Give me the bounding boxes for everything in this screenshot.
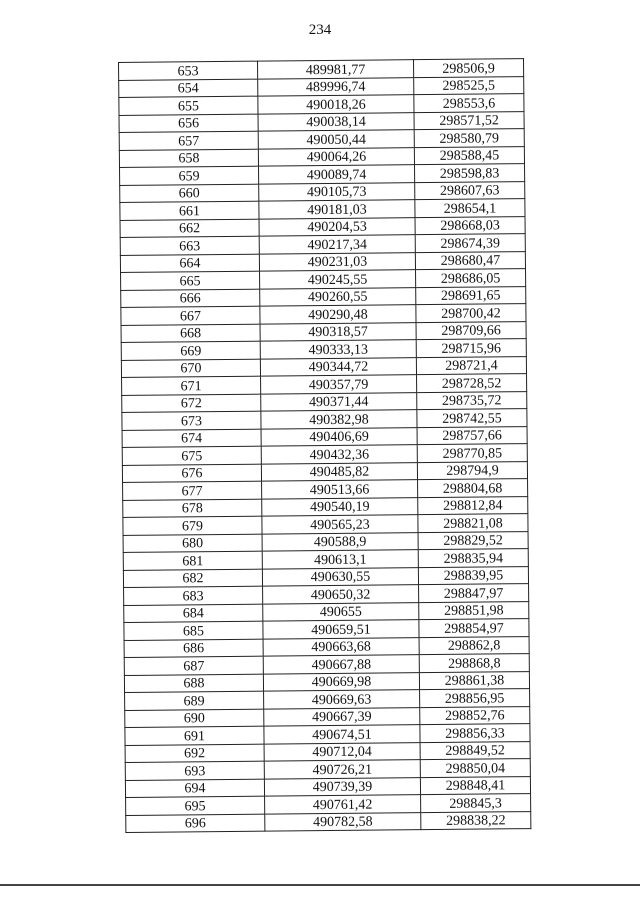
y-coordinate-cell: 298845,3: [421, 794, 531, 813]
x-coordinate-cell: 490663,68: [263, 637, 419, 656]
x-coordinate-cell: 490181,03: [259, 200, 415, 219]
y-coordinate-cell: 298861,38: [419, 671, 529, 690]
point-number-cell: 658: [119, 149, 258, 168]
bottom-rule: [0, 884, 640, 886]
point-number-cell: 680: [123, 534, 262, 553]
x-coordinate-cell: 490105,73: [259, 182, 415, 201]
point-number-cell: 686: [124, 639, 263, 658]
x-coordinate-cell: 490231,03: [259, 252, 415, 271]
x-coordinate-cell: 490204,53: [259, 217, 415, 236]
x-coordinate-cell: 490018,26: [258, 95, 414, 114]
x-coordinate-cell: 490382,98: [261, 410, 417, 429]
y-coordinate-cell: 298700,42: [416, 304, 526, 323]
point-number-cell: 659: [120, 166, 259, 185]
coordinate-table-body: [119, 59, 531, 833]
y-coordinate-cell: 298709,66: [416, 321, 526, 340]
x-coordinate-cell: 490513,66: [262, 480, 418, 499]
x-coordinate-cell: 490739,39: [264, 777, 420, 796]
y-coordinate-cell: 298735,72: [417, 391, 527, 410]
point-number-cell: 675: [122, 446, 261, 465]
point-number-cell: 679: [123, 516, 262, 535]
page-number: 234: [308, 22, 332, 38]
x-coordinate-cell: 490588,9: [262, 532, 418, 551]
y-coordinate-cell: 298848,41: [420, 776, 530, 795]
point-number-cell: 673: [122, 411, 261, 430]
y-coordinate-cell: 298829,52: [418, 531, 528, 550]
x-coordinate-cell: 490038,14: [258, 112, 414, 131]
y-coordinate-cell: 298770,85: [417, 444, 527, 463]
x-coordinate-cell: 490761,42: [265, 795, 421, 814]
y-coordinate-cell: 298868,8: [419, 654, 529, 673]
point-number-cell: 684: [124, 604, 263, 623]
x-coordinate-cell: 490667,88: [263, 655, 419, 674]
x-coordinate-cell: 490089,74: [259, 165, 415, 184]
x-coordinate-cell: 490540,19: [262, 497, 418, 516]
y-coordinate-cell: 298856,95: [420, 689, 530, 708]
y-coordinate-cell: 298838,22: [421, 811, 531, 830]
y-coordinate-cell: 298839,95: [418, 566, 528, 585]
y-coordinate-cell: 298849,52: [420, 741, 530, 760]
point-number-cell: 660: [120, 184, 259, 203]
y-coordinate-cell: 298812,84: [418, 496, 528, 515]
table-row: [126, 811, 531, 832]
point-number-cell: 663: [120, 236, 259, 255]
x-coordinate-cell: 490674,51: [264, 725, 420, 744]
point-number-cell: 677: [123, 481, 262, 500]
y-coordinate-cell: 298757,66: [417, 426, 527, 445]
point-number-cell: 687: [124, 656, 263, 675]
y-coordinate-cell: 298686,05: [416, 269, 526, 288]
x-coordinate-cell: 490659,51: [263, 620, 419, 639]
x-coordinate-cell: 489981,77: [257, 60, 413, 79]
point-number-cell: 676: [122, 464, 261, 483]
point-number-cell: 674: [122, 429, 261, 448]
x-coordinate-cell: 490485,82: [261, 462, 417, 481]
y-coordinate-cell: 298668,03: [415, 216, 525, 235]
x-coordinate-cell: 490217,34: [259, 235, 415, 254]
point-number-cell: 685: [124, 621, 263, 640]
y-coordinate-cell: 298588,45: [414, 146, 524, 165]
x-coordinate-cell: 490333,13: [260, 340, 416, 359]
x-coordinate-cell: 489996,74: [258, 77, 414, 96]
x-coordinate-cell: 490669,98: [263, 672, 419, 691]
x-coordinate-cell: 490318,57: [260, 322, 416, 341]
y-coordinate-cell: 298804,68: [418, 479, 528, 498]
y-coordinate-cell: 298715,96: [416, 339, 526, 358]
x-coordinate-cell: 490344,72: [260, 357, 416, 376]
x-coordinate-cell: 490650,32: [263, 585, 419, 604]
x-coordinate-cell: 490064,26: [258, 147, 414, 166]
point-number-cell: 664: [120, 254, 259, 273]
point-number-cell: 681: [123, 551, 262, 570]
y-coordinate-cell: 298850,04: [420, 759, 530, 778]
point-number-cell: 657: [119, 131, 258, 150]
x-coordinate-cell: 490667,39: [264, 707, 420, 726]
x-coordinate-cell: 490613,1: [262, 550, 418, 569]
point-number-cell: 666: [121, 289, 260, 308]
y-coordinate-cell: 298821,08: [418, 514, 528, 533]
y-coordinate-cell: 298580,79: [414, 129, 524, 148]
x-coordinate-cell: 490712,04: [264, 742, 420, 761]
y-coordinate-cell: 298607,63: [415, 181, 525, 200]
point-number-cell: 668: [121, 324, 260, 343]
y-coordinate-cell: 298721,4: [416, 356, 526, 375]
point-number-cell: 691: [125, 726, 264, 745]
point-number-cell: 662: [120, 219, 259, 238]
point-number-cell: 678: [123, 499, 262, 518]
point-number-cell: 667: [121, 306, 260, 325]
y-coordinate-cell: 298847,97: [419, 584, 529, 603]
point-number-cell: 654: [119, 79, 258, 98]
point-number-cell: 661: [120, 201, 259, 220]
point-number-cell: 688: [124, 674, 263, 693]
x-coordinate-cell: 490406,69: [261, 427, 417, 446]
y-coordinate-cell: 298854,97: [419, 619, 529, 638]
y-coordinate-cell: 298506,9: [413, 59, 523, 78]
y-coordinate-cell: 298728,52: [417, 374, 527, 393]
point-number-cell: 690: [125, 709, 264, 728]
point-number-cell: 671: [122, 376, 261, 395]
y-coordinate-cell: 298598,83: [414, 164, 524, 183]
x-coordinate-cell: 490245,55: [260, 270, 416, 289]
y-coordinate-cell: 298571,52: [414, 111, 524, 130]
point-number-cell: 656: [119, 114, 258, 133]
x-coordinate-cell: 490371,44: [261, 392, 417, 411]
x-coordinate-cell: 490669,63: [264, 690, 420, 709]
y-coordinate-cell: 298856,33: [420, 724, 530, 743]
coordinate-table: [118, 58, 531, 833]
point-number-cell: 683: [124, 586, 263, 605]
y-coordinate-cell: 298742,55: [417, 409, 527, 428]
x-coordinate-cell: 490260,55: [260, 287, 416, 306]
point-number-cell: 692: [125, 744, 264, 763]
y-coordinate-cell: 298553,6: [414, 94, 524, 113]
point-number-cell: 695: [126, 796, 265, 815]
y-coordinate-cell: 298674,39: [415, 234, 525, 253]
x-coordinate-cell: 490782,58: [265, 812, 421, 831]
x-coordinate-cell: 490565,23: [262, 515, 418, 534]
x-coordinate-cell: 490050,44: [258, 130, 414, 149]
point-number-cell: 669: [121, 341, 260, 360]
x-coordinate-cell: 490630,55: [262, 567, 418, 586]
point-number-cell: 672: [122, 394, 261, 413]
point-number-cell: 689: [125, 691, 264, 710]
y-coordinate-cell: 298852,76: [420, 706, 530, 725]
point-number-cell: 682: [123, 569, 262, 588]
y-coordinate-cell: 298680,47: [415, 251, 525, 270]
point-number-cell: 693: [125, 761, 264, 780]
y-coordinate-cell: 298862,8: [419, 636, 529, 655]
point-number-cell: 653: [119, 61, 258, 80]
y-coordinate-cell: 298851,98: [419, 601, 529, 620]
y-coordinate-cell: 298654,1: [415, 199, 525, 218]
y-coordinate-cell: 298691,65: [416, 286, 526, 305]
point-number-cell: 655: [119, 96, 258, 115]
x-coordinate-cell: 490432,36: [261, 445, 417, 464]
x-coordinate-cell: 490726,21: [264, 760, 420, 779]
point-number-cell: 670: [121, 359, 260, 378]
y-coordinate-cell: 298525,5: [414, 76, 524, 95]
y-coordinate-cell: 298835,94: [418, 549, 528, 568]
x-coordinate-cell: 490655: [263, 602, 419, 621]
x-coordinate-cell: 490357,79: [261, 375, 417, 394]
point-number-cell: 665: [121, 271, 260, 290]
point-number-cell: 696: [126, 814, 265, 833]
point-number-cell: 694: [125, 779, 264, 798]
x-coordinate-cell: 490290,48: [260, 305, 416, 324]
y-coordinate-cell: 298794,9: [417, 461, 527, 480]
